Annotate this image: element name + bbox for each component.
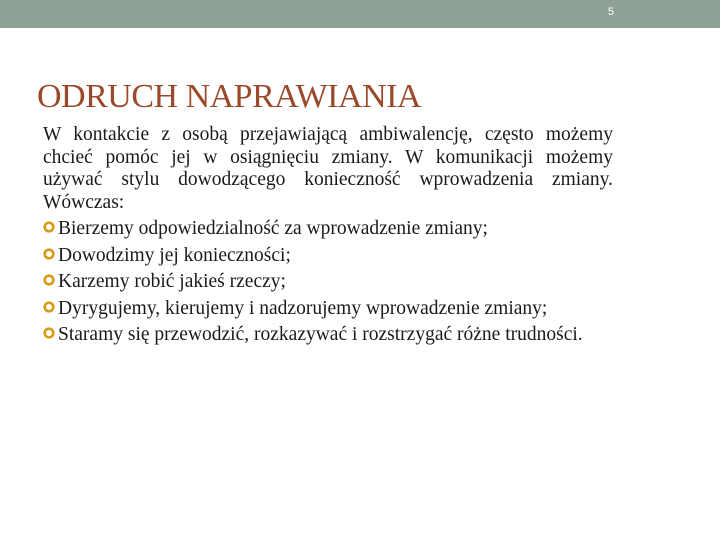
bullet-text: Dowodzimy jej konieczności; (58, 244, 291, 266)
bullet-list (43, 218, 613, 347)
slide-title: ODRUCH NAPRAWIANIA (37, 78, 421, 115)
gold-ring-bullet-icon (43, 274, 55, 286)
gold-ring-bullet-icon (43, 248, 55, 260)
gold-ring-bullet-icon (43, 221, 55, 233)
bullet-text: Staramy się przewodzić, rozkazywać i rozstrzygać różne trudności. (58, 324, 583, 345)
bullet-item (43, 245, 613, 268)
bullet-item (43, 298, 613, 321)
top-bar (0, 0, 720, 28)
slide-body (43, 124, 613, 347)
bullet-item (43, 271, 613, 294)
bullet-text: Karzemy robić jakieś rzeczy; (58, 271, 286, 292)
bullet-text: Dyrygujemy, kierujemy i nadzorujemy wprowadzenie zmiany; (58, 297, 548, 319)
gold-ring-bullet-icon (43, 301, 55, 313)
bullet-item (43, 218, 613, 241)
slide-number: 5 (607, 6, 614, 18)
bullet-text: Bierzemy odpowiedzialność za wprowadzenie zmiany; (58, 218, 488, 239)
bullet-item (43, 324, 613, 347)
intro-paragraph: W kontakcie z osobą przejawiającą ambiwalencję, często możemy chcieć pomóc jej w osiągnięciu zmiany. W komunikacji możemy używać stylu dowodzącego konieczność wprowadzenia zmiany. Wówczas: (43, 124, 613, 213)
gold-ring-bullet-icon (43, 327, 55, 339)
